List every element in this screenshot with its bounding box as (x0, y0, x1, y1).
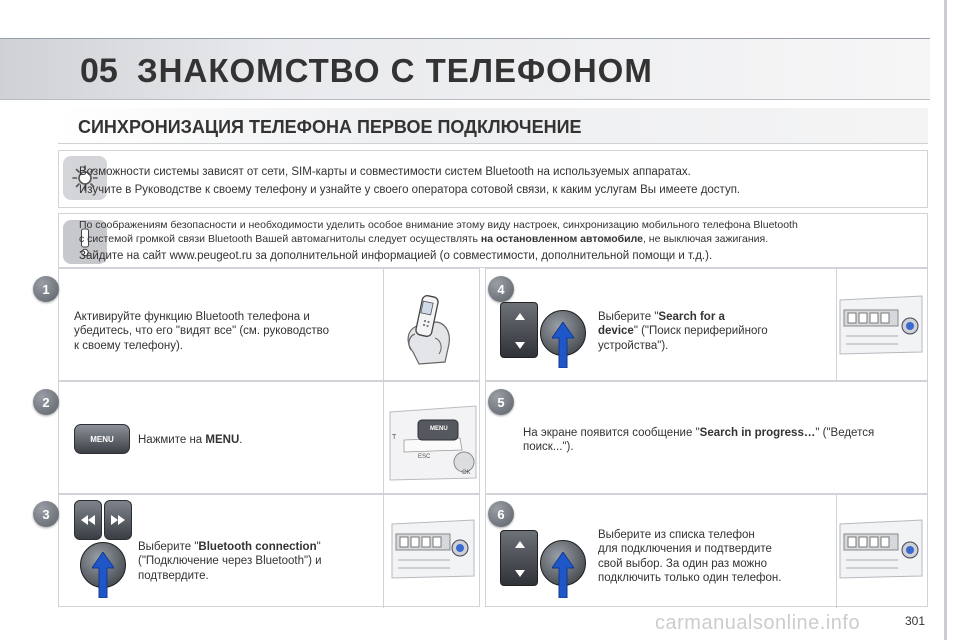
step-3-number: 3 (33, 501, 59, 527)
step-6-radio-illustration (838, 518, 924, 585)
step-5-text (523, 426, 874, 455)
menu-panel-illustration (388, 402, 478, 482)
step-3-line-1 (138, 540, 322, 554)
step-6-divider (836, 495, 837, 608)
warning-line-2 (79, 233, 768, 246)
step-1-line-2: убедитесь, что его "видят все" (см. руководство (74, 325, 330, 338)
step-3-line-3: подтвердите. (138, 569, 209, 582)
step-2-number: 2 (33, 389, 59, 415)
step-2-suffix: . (239, 434, 243, 446)
step-4-arrow-up-icon (552, 322, 574, 373)
step-1-divider (383, 269, 384, 382)
step-6-number: 6 (488, 501, 514, 527)
panel-menu-label: MENU (430, 426, 448, 432)
warning-note (58, 213, 928, 268)
step-5-prefix: На экране появится сообщение " (523, 427, 700, 439)
step-3-divider (383, 495, 384, 608)
step-3-suffix: " (316, 541, 321, 553)
step-4-text (598, 310, 768, 353)
watermark: carmanualsonline.info (655, 612, 861, 634)
panel-ok-label: OK (462, 470, 471, 476)
step-4-suffix: " ("Поиск периферийного (633, 325, 768, 338)
step-1-line-3: к своему телефону). (74, 339, 183, 352)
up-down-rocker[interactable] (500, 302, 538, 358)
rewind-icon (81, 515, 95, 525)
warning-line-2-suffix: , не выключая зажигания. (642, 233, 769, 245)
warning-line-3: Зайдите на сайт www.peugeot.ru за дополнительной информацией (о совместимости, дополнительной помощи и т.д.). (79, 250, 713, 262)
fast-forward-icon (111, 515, 125, 525)
step-2-divider (383, 382, 384, 495)
step-4-number: 4 (488, 276, 514, 302)
page-number: 301 (905, 614, 926, 628)
chapter-number: 05 (80, 52, 118, 90)
step-4-bold: Search for a (658, 311, 725, 323)
page-title: ЗНАКОМСТВО С ТЕЛЕФОНОМ (137, 52, 653, 89)
up-down-arrows-icon (501, 303, 539, 359)
step-6-up-down-arrows-icon (501, 531, 539, 587)
step-6-line-4: подключить только один телефон. (598, 572, 782, 585)
info-note (58, 150, 928, 208)
info-line-2: Изучите в Руководстве к своему телефону и узнайте у своего оператора сотовой связи, к каким услугам Вы имеете доступ. (79, 184, 741, 196)
step-4-line-1 (598, 310, 768, 324)
panel-t-label: T (392, 434, 397, 441)
step-5-number: 5 (488, 389, 514, 415)
step-5-line-2: поиск..."). (523, 441, 574, 454)
step-6-line-2: для подключения и подтвердите (598, 543, 772, 556)
step-6-line-1: Выберите из списка телефон (598, 529, 755, 541)
step-5-suffix: " ("Ведется (815, 427, 875, 439)
step-3-prefix: Выберите " (138, 541, 199, 553)
step-6-line-3: свой выбор. За один раз можно (598, 557, 767, 570)
step-1-line-1: Активируйте функцию Bluetooth телефона и (74, 311, 310, 323)
step-6-up-down-rocker[interactable] (500, 530, 538, 586)
step-4-bold-2: device (598, 325, 634, 338)
step-4-line-3: устройства"). (598, 339, 669, 352)
step-4-line-2 (598, 324, 768, 338)
step-5-bold: Search in progress… (699, 427, 816, 439)
warning-line-2-prefix: с системой громкой связи Bluetooth Вашей автомагнитолы следует осуществлять (79, 233, 481, 245)
panel-esc-label: ESC (418, 454, 431, 460)
info-line-1: Возможности системы зависят от сети, SIM-карты и совместимости систем Bluetooth на используемых аппаратах. (79, 166, 691, 178)
phone-in-hand-illustration (395, 292, 465, 375)
section-title: СИНХРОНИЗАЦИЯ ТЕЛЕФОНА ПЕРВОЕ ПОДКЛЮЧЕНИЕ (78, 117, 582, 137)
step-6-arrow-up-icon (552, 552, 574, 603)
step-1-text (74, 310, 329, 353)
step-6-text (598, 528, 781, 586)
menu-button[interactable]: MENU (74, 424, 130, 454)
step-5-line-1 (523, 426, 874, 440)
previous-button[interactable] (74, 500, 102, 540)
step-2-text (138, 433, 242, 447)
warning-line-1: По соображениям безопасности и необходимости уделить особое внимание этому виду настроек, синхронизацию мобильного телефона Bluetooth (79, 219, 798, 231)
step-3-bold: Bluetooth connection (198, 541, 317, 553)
step-1-number: 1 (33, 276, 59, 302)
side-rule (944, 0, 947, 640)
step-2-bold: MENU (205, 434, 240, 446)
step-4-prefix: Выберите " (598, 311, 659, 323)
radio-panel-illustration (390, 518, 476, 585)
step-4-divider (836, 269, 837, 382)
step-4-radio-illustration (838, 294, 924, 361)
step-2-prefix: Нажмите на (138, 434, 206, 446)
arrow-up-icon (92, 552, 114, 603)
step-3-line-2: ("Подключение через Bluetooth") и (138, 555, 322, 568)
step-3-text (138, 540, 322, 583)
warning-emphasis: на остановленном автомобиле (480, 233, 643, 245)
next-button[interactable] (104, 500, 132, 540)
